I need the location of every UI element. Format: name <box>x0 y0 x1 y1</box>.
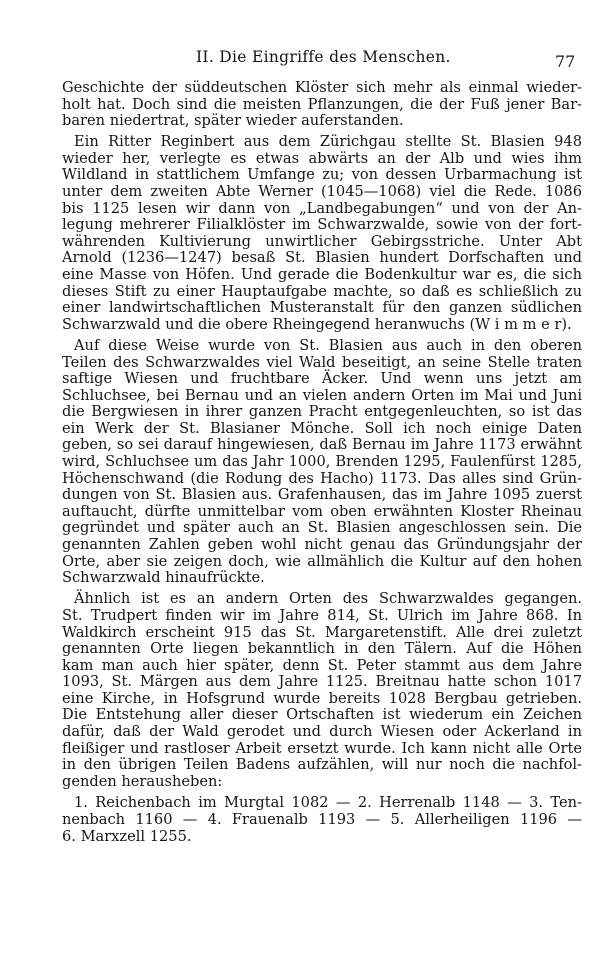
text-line: einer landwirtschaftlichen Musteranstalt für den ganzen südlichen <box>62 299 582 317</box>
text-line: dungen von St. Blasien aus. Grafenhausen, das im Jahre 1095 zuerst <box>62 486 582 504</box>
text-line: auftaucht, dürfte unmittelbar vom oben erwähnten Kloster Rheinau <box>62 502 582 520</box>
body-text <box>62 80 582 845</box>
text-line: dieses Stift zu einer Hauptaufgabe machte, so daß es schließlich zu <box>62 282 582 300</box>
text-line: Waldkirch erscheint 915 das St. Margaretenstift. Alle drei zuletzt <box>62 623 582 641</box>
text-line: Arnold (1236—1247) besaß St. Blasien hundert Dorfschaften und <box>62 249 582 267</box>
text-line: geben, so sei darauf hingewiesen, daß Bernau im Jahre 1173 erwähnt <box>62 436 582 454</box>
text-line: Ein Ritter Reginbert aus dem Zürichgau stellte St. Blasien 948 <box>74 133 582 151</box>
text-line: eine Kirche, in Hofsgrund wurde bereits 1028 Bergbau getrieben. <box>62 689 582 707</box>
page-header <box>0 44 606 71</box>
text-line: St. Trudpert finden wir im Jahre 814, St. Ulrich im Jahre 868. In <box>62 606 582 624</box>
text-line: Orte, aber sie zeigen doch, wie allmählich die Kultur auf den hohen <box>62 552 582 570</box>
text-line: baren niedertrat, später wieder auferstanden. <box>62 112 404 130</box>
text-line: Ähnlich ist es an andern Orten des Schwarzwaldes gegangen. <box>74 590 582 608</box>
text-line: wieder her, verlegte es etwas abwärts an der Alb und wies ihm <box>62 149 582 167</box>
text-line: Auf diese Weise wurde von St. Blasien aus auch in den oberen <box>74 336 582 354</box>
text-line: dafür, daß der Wald gerodet und durch Wiesen oder Ackerland in <box>62 723 582 741</box>
running-head: II. Die Eingriffe des Menschen. <box>196 48 451 66</box>
text-line: die Bergwiesen in ihrer ganzen Pracht entgegenleuchten, so ist das <box>62 403 582 421</box>
text-line: genannten Orte liegen bekanntlich in den Tälern. Auf die Höhen <box>62 640 582 658</box>
text-line: gegründet und später auch an St. Blasien angeschlossen sein. Die <box>62 519 582 537</box>
text-line: Schluchsee, bei Bernau und an vielen andern Orten im Mai und Juni <box>62 386 582 404</box>
text-line: wird, Schluchsee um das Jahr 1000, Brenden 1295, Faulenfürst 1285, <box>62 453 582 471</box>
paragraph <box>62 134 582 333</box>
text-line: Die Entstehung aller dieser Ortschaften ist wiederum ein Zeichen <box>62 706 582 724</box>
numbered-list <box>62 795 582 845</box>
text-line: währenden Kultivierung unwirtlicher Gebirgsstriche. Unter Abt <box>62 232 582 250</box>
text-line: legung mehrerer Filialklöster im Schwarzwalde, sowie von der fort- <box>62 216 582 234</box>
list-line: nenbach 1160 — 4. Frauenalb 1193 — 5. Allerheiligen 1196 — <box>62 811 582 829</box>
text-line: Geschichte der süddeutschen Klöster sich mehr als einmal wieder- <box>62 79 582 96</box>
text-line: genden herausheben: <box>62 772 223 790</box>
list-line: 6. Marxzell 1255. <box>62 827 192 845</box>
text-line: ein Werk der St. Blasianer Mönche. Soll ich noch einige Daten <box>62 419 582 437</box>
text-line: Teilen des Schwarzwaldes viel Wald beseitigt, an seine Stelle traten <box>62 353 582 371</box>
list-line: 1. Reichenbach im Murgtal 1082 — 2. Herrenalb 1148 — 3. Ten- <box>74 794 582 812</box>
text-line: unter dem zweiten Abte Werner (1045—1068) viel die Rede. 1086 <box>62 183 582 201</box>
paragraph <box>62 80 582 130</box>
text-line: holt hat. Doch sind die meisten Pflanzungen, die der Fuß jener Bar- <box>62 95 582 113</box>
text-line: Höchenschwand (die Rodung des Hacho) 1173. Das alles sind Grün- <box>62 469 582 487</box>
text-line: in den übrigen Teilen Badens aufzählen, will nur noch die nachfol- <box>62 756 582 774</box>
paragraph <box>62 338 582 587</box>
text-line: Schwarzwald und die obere Rheingegend heranwuchs (W i m m e r). <box>62 315 572 333</box>
text-line: fleißiger und rastloser Arbeit ersetzt wurde. Ich kann nicht alle Orte <box>62 739 582 757</box>
text-line: eine Masse von Höfen. Und gerade die Bodenkultur war es, die sich <box>62 266 582 284</box>
paragraph <box>62 591 582 790</box>
text-line: genannten Zahlen geben wohl nicht genau das Gründungsjahr der <box>62 536 582 554</box>
text-line: Wildland in stattlichem Umfange zu; von dessen Urbarmachung ist <box>62 166 582 184</box>
text-line: 1093, St. Märgen aus dem Jahre 1125. Breitnau hatte schon 1017 <box>62 673 582 691</box>
page-number: 77 <box>555 52 576 71</box>
text-line: Schwarzwald hinaufrückte. <box>62 569 265 587</box>
text-line: kam man auch hier später, denn St. Peter stammt aus dem Jahre <box>62 656 582 674</box>
text-line: saftige Wiesen und fruchtbare Äcker. Und wenn uns jetzt am <box>62 370 582 388</box>
text-line: bis 1125 lesen wir dann von „Landbegabungen“ und von der An- <box>62 199 582 217</box>
